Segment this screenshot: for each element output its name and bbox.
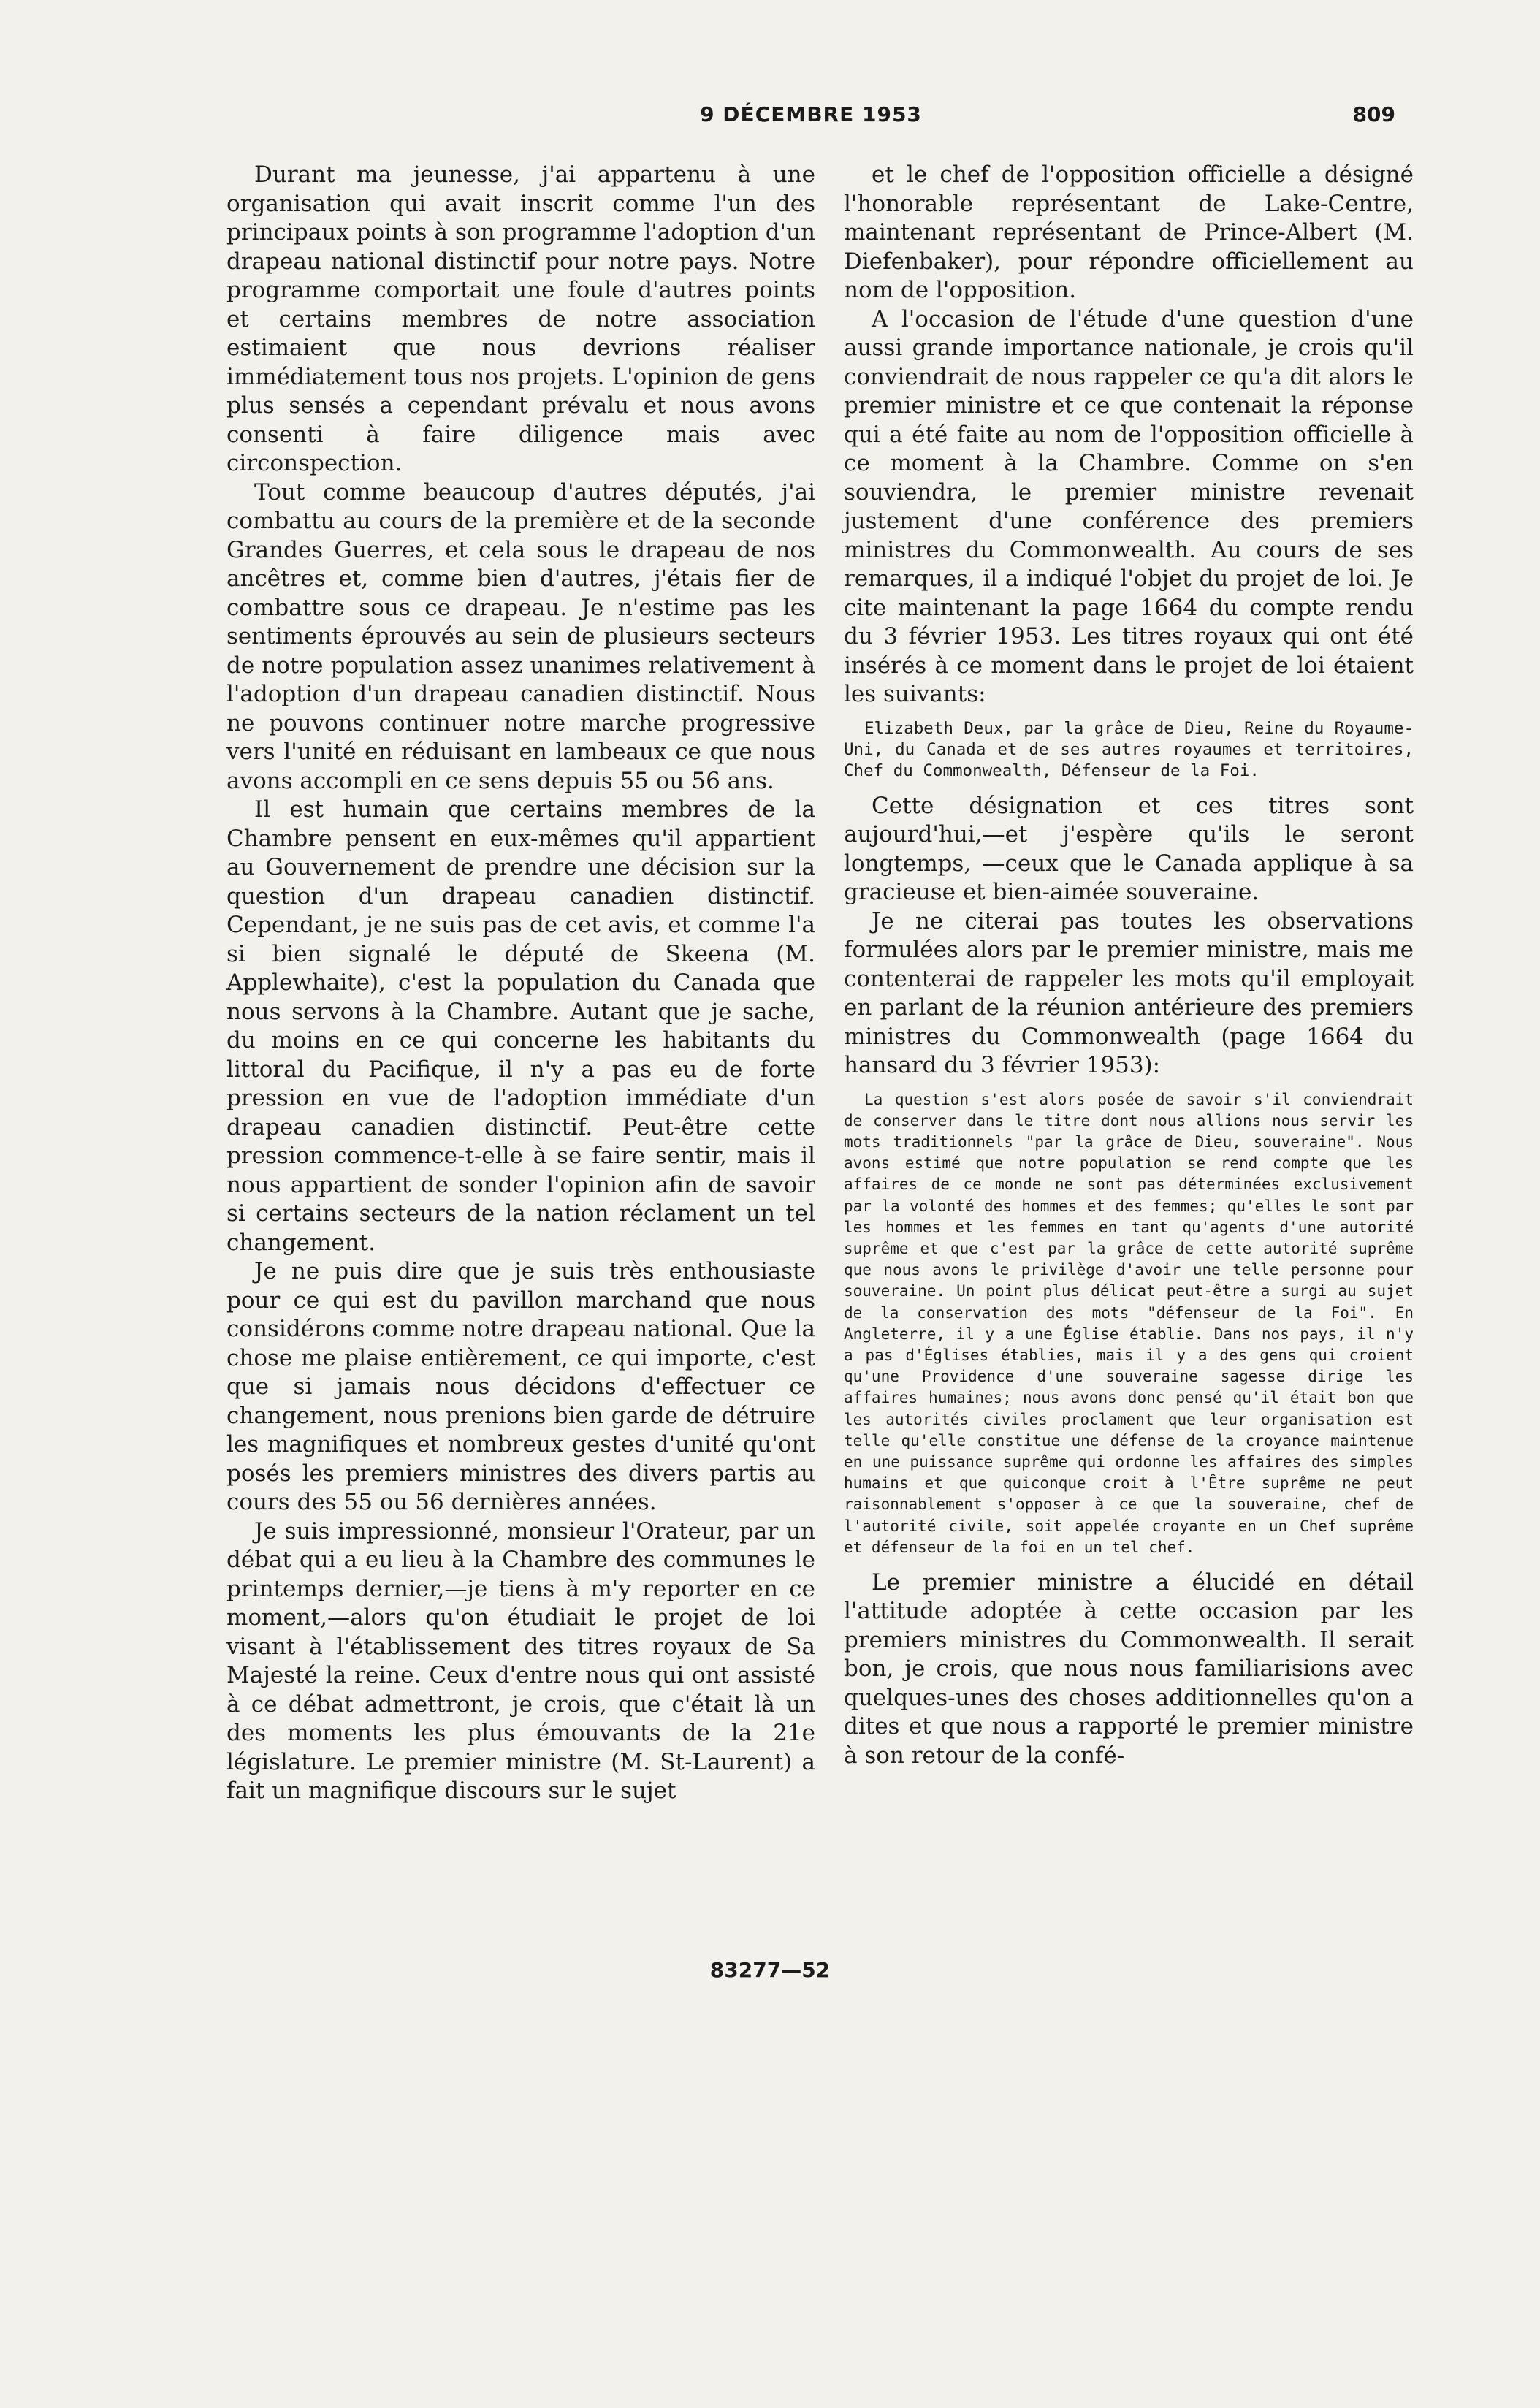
page-footer-code: 83277—52 xyxy=(709,1958,831,1982)
paragraph: Le premier ministre a élucidé en détail l'attitude adoptée à cette occasion par les premiers ministres du Commonwealth. Il serait bon, je crois, que nous nous familiarisions avec quelques-unes des choses additionnelles qu'on a dites et que nous a rapporté le premier ministre à son retour de la confé- xyxy=(844,1569,1414,1769)
block-quote: La question s'est alors posée de savoir s'il conviendrait de conserver dans le titre dont nous allions nous servir les mots traditionnels "par la grâce de Dieu, souveraine". Nous avons estimé que notre population se rend compte que les affaires de ce monde ne sont pas déterminées exclusivement par la volonté des hommes et des femmes; qu'elles le sont par les hommes et les femmes en tant qu'agents d'une autorité suprême et que c'est par la grâce de cette autorité suprême que nous avons le privilège d'avoir une telle personne pour souveraine. Un point plus délicat peut-être a surgi au sujet de la conservation des mots "défenseur de la Foi". En Angleterre, il y a une Église établie. Dans nos pays, il n'y a pas d'Églises établies, mais il y a des gens qui croient qu'une Providence d'une souveraine sagesse dirige les affaires humaines; nous avons donc pensé qu'il était bon que les autorités civiles proclament que leur organisation est telle qu'elle constitue une défense de la croyance maintenue en une puissance suprême qui ordonne les affaires des simples humains et que quiconque croit à l'Être suprême ne peut raisonnablement s'opposer à ce que la souveraine, chef de l'autorité civile, soit appelée croyante en un Chef suprême et défenseur de la foi en un tel chef. xyxy=(844,1090,1414,1556)
right-column xyxy=(844,161,1414,1770)
block-quote: Elizabeth Deux, par la grâce de Dieu, Reine du Royaume-Uni, du Canada et de ses autres royaumes et territoires, Chef du Commonwealth, Défenseur de la Foi. xyxy=(844,718,1414,780)
header-date: 9 DÉCEMBRE 1953 xyxy=(700,102,922,126)
left-column xyxy=(226,161,815,1806)
paragraph: Tout comme beaucoup d'autres députés, j'ai combattu au cours de la première et de la seconde Grandes Guerres, et cela sous le drapeau de nos ancêtres et, comme bien d'autres, j'étais fier de combattre sous ce drapeau. Je n'estime pas les sentiments éprouvés au sein de plusieurs secteurs de notre population assez unanimes relativement à l'adoption d'un drapeau canadien distinctif. Nous ne pouvons continuer notre marche progressive vers l'unité en réduisant en lambeaux ce que nous avons accompli en ce sens depuis 55 ou 56 ans. xyxy=(226,479,815,794)
paragraph: Je suis impressionné, monsieur l'Orateur, par un débat qui a eu lieu à la Chambre des communes le printemps dernier,—je tiens à m'y reporter en ce moment,—alors qu'on étudiait le projet de loi visant à l'établissement des titres royaux de Sa Majesté la reine. Ceux d'entre nous qui ont assisté à ce débat admettront, je crois, que c'était là un des moments les plus émouvants de la 21e législature. Le premier ministre (M. St-Laurent) a fait un magnifique discours sur le sujet xyxy=(226,1517,815,1804)
paragraph: Durant ma jeunesse, j'ai appartenu à une organisation qui avait inscrit comme l'un des principaux points à son programme l'adoption d'un drapeau national distinctif pour notre pays. Notre programme comportait une foule d'autres points et certains membres de notre association estimaient que nous devrions réaliser immédiatement tous nos projets. L'opinion de gens plus sensés a cependant prévalu et nous avons consenti à faire diligence mais avec circonspection. xyxy=(226,161,815,476)
paragraph: Je ne puis dire que je suis très enthousiaste pour ce qui est du pavillon marchand que nous considérons comme notre drapeau national. Que la chose me plaise entièrement, ce qui importe, c'est que si jamais nous décidons d'effectuer ce changement, nous prenions bien garde de détruire les magnifiques et nombreux gestes d'unité qu'ont posés les premiers ministres des divers partis au cours des 55 ou 56 dernières années. xyxy=(226,1258,815,1515)
paragraph: et le chef de l'opposition officielle a désigné l'honorable représentant de Lake-Centre, maintenant représentant de Prince-Albert (M. Diefenbaker), pour répondre officiellement au nom de l'opposition. xyxy=(844,161,1414,303)
paragraph: Je ne citerai pas toutes les observations formulées alors par le premier ministre, mais me contenterai de rappeler les mots qu'il employait en parlant de la réunion antérieure des premiers ministres du Commonwealth (page 1664 du hansard du 3 février 1953): xyxy=(844,907,1414,1078)
paragraph: Cette désignation et ces titres sont aujourd'hui,—et j'espère qu'ils le seront longtemps, —ceux que le Canada applique à sa gracieuse et bien-aimée souveraine. xyxy=(844,792,1414,905)
paragraph: Il est humain que certains membres de la Chambre pensent en eux-mêmes qu'il appartient au Gouvernement de prendre une décision sur la question d'un drapeau canadien distinctif. Cependant, je ne suis pas de cet avis, et comme l'a si bien signalé le député de Skeena (M. Applewhaite), c'est la population du Canada que nous servons à la Chambre. Autant que je sache, du moins en ce qui concerne les habitants du littoral du Pacifique, il n'y a pas eu de forte pression en vue de l'adoption immédiate d'un drapeau canadien distinctif. Peut-être cette pression commence-t-elle à se faire sentir, mais il nous appartient de sonder l'opinion afin de savoir si certains secteurs de la nation réclament un tel changement. xyxy=(226,796,815,1256)
paragraph: A l'occasion de l'étude d'une question d'une aussi grande importance nationale, je crois qu'il conviendrait de nous rappeler ce qu'a dit alors le premier ministre et ce que contenait la réponse qui a été faite au nom de l'opposition officielle à ce moment à la Chambre. Comme on s'en souviendra, le premier ministre revenait justement d'une conférence des premiers ministres du Commonwealth. Au cours de ses remarques, il a indiqué l'objet du projet de loi. Je cite maintenant la page 1664 du compte rendu du 3 février 1953. Les titres royaux qui ont été insérés à ce moment dans le projet de loi étaient les suivants: xyxy=(844,305,1414,707)
page-number: 809 xyxy=(1352,102,1395,126)
page-header xyxy=(226,102,1395,139)
